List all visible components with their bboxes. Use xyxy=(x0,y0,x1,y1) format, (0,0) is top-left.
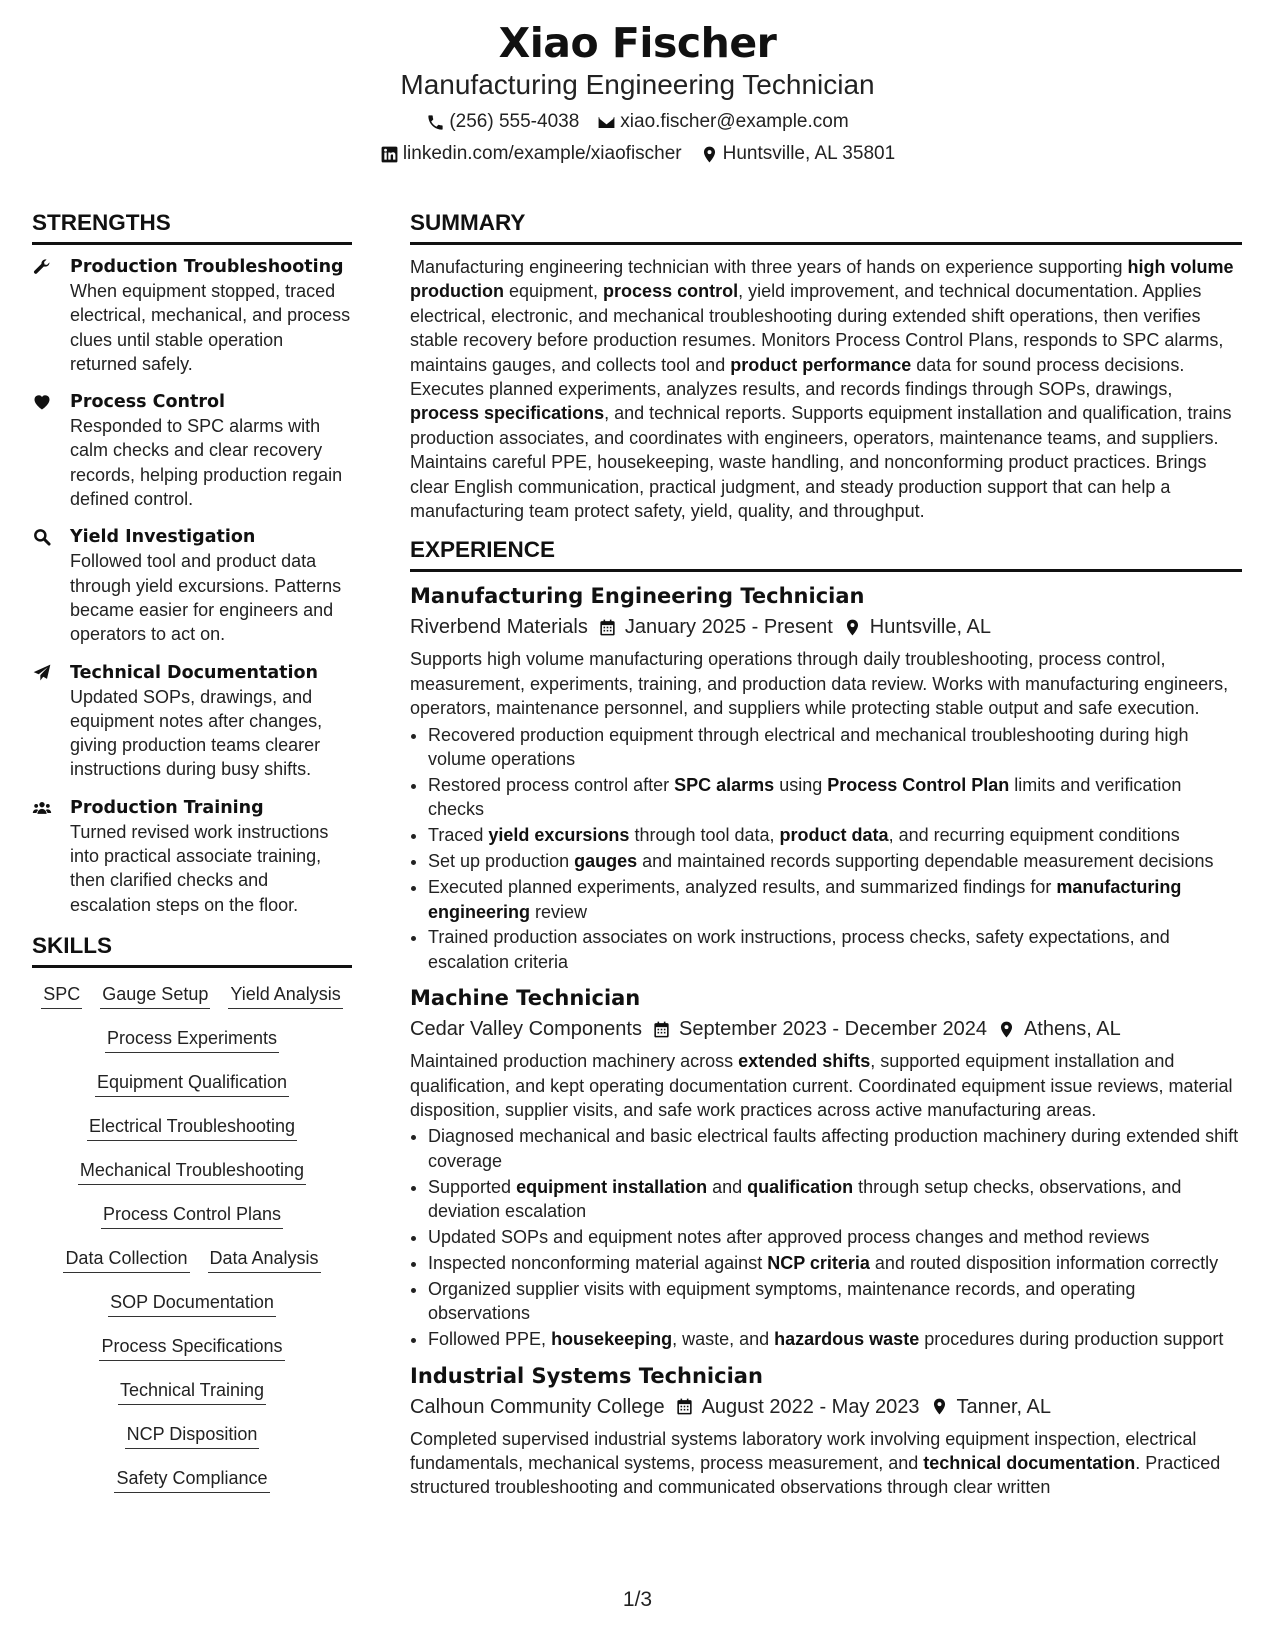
experience-heading: EXPERIENCE xyxy=(410,535,1242,572)
job-location-text: Athens, AL xyxy=(1023,1018,1121,1041)
text-segment: Executed planned experiments, analyzed results, and summarized findings for xyxy=(428,877,1057,898)
job-meta xyxy=(410,1393,1242,1421)
job-dates-text: August 2022 - May 2023 xyxy=(701,1395,920,1418)
job-location-text: Tanner, AL xyxy=(956,1395,1052,1418)
strength-title: Production Training xyxy=(70,797,264,818)
skill-tag: Data Collection xyxy=(63,1246,189,1273)
text-segment: data for sound process decisions. Executes planned experiments, analyzes results, and records findings through SOPs, drawings, xyxy=(410,354,1185,400)
job-title: Industrial Systems Technician xyxy=(410,1363,763,1388)
skill-tag: Safety Compliance xyxy=(114,1466,269,1493)
skill-tag: Gauge Setup xyxy=(100,982,210,1009)
contact-linkedin[interactable] xyxy=(380,141,682,167)
job-title: Machine Technician xyxy=(410,986,641,1011)
job-entry xyxy=(410,582,1242,974)
bold-phrase: high volume production xyxy=(410,257,1234,302)
strength-title: Yield Investigation xyxy=(70,527,256,548)
skill-row xyxy=(32,1378,352,1405)
bullet-item xyxy=(428,1124,1242,1173)
skill-row xyxy=(32,1334,352,1361)
job-meta xyxy=(410,613,1242,641)
skill-row xyxy=(32,1202,352,1229)
text-segment: Traced xyxy=(428,825,489,846)
bold-phrase: process control xyxy=(603,281,739,302)
heart-icon xyxy=(32,392,52,412)
experience-list xyxy=(410,582,1242,1499)
text-segment: review xyxy=(530,901,588,922)
linkedin-icon xyxy=(380,145,399,164)
text-segment: , and technical reports. Supports equipment installation and qualification, trains production associates, and coordinates with engineers, operators, maintenance teams, and suppliers. Maintains careful PPE, housekeeping, waste handling, and nonconforming product practices. Brings clear English communication, practical judgment, and steady production support that can help a manufacturing team protect safety, yield, quality, and throughput. xyxy=(410,403,1232,522)
map-pin-icon xyxy=(997,1020,1016,1039)
skill-row xyxy=(32,1422,352,1449)
bullet-item xyxy=(428,723,1242,772)
job-title: Manufacturing Engineering Technician xyxy=(410,584,865,609)
calendar-icon xyxy=(652,1020,671,1039)
job-description xyxy=(410,647,1242,720)
text-segment: . Practiced structured troubleshooting and communicated observations through clear written xyxy=(410,1453,1221,1498)
bold-phrase: manufacturing engineering xyxy=(428,877,1182,922)
candidate-title: Manufacturing Engineering Technician xyxy=(400,69,875,100)
left-column xyxy=(32,208,352,1510)
skill-tag: Process Experiments xyxy=(105,1026,279,1053)
email-text[interactable]: xiao.fischer@example.com xyxy=(620,111,849,132)
job-dates xyxy=(652,1015,987,1043)
map-pin-icon xyxy=(930,1397,949,1416)
bold-phrase: yield excursions xyxy=(488,825,630,846)
bullet-item xyxy=(428,925,1242,974)
text-segment: , supported equipment installation and qualification, and kept operating documentation current. Coordinated equipment issue reviews, material disposition, supplier visits, and safe work practices across active manufacturing areas. xyxy=(410,1051,1233,1121)
job-dates-text: January 2025 - Present xyxy=(624,616,833,639)
text-segment: Recovered production equipment through electrical and mechanical troubleshooting during high volume operations xyxy=(428,724,1189,770)
text-segment: Diagnosed mechanical and basic electrical faults affecting production machinery during extended shift coverage xyxy=(428,1126,1239,1171)
text-segment: Updated SOPs and equipment notes after approved process changes and method reviews xyxy=(428,1227,1150,1248)
skill-row xyxy=(32,1070,352,1097)
summary-text xyxy=(410,255,1242,523)
job-dates xyxy=(598,613,833,641)
contact-location xyxy=(700,141,896,167)
text-segment: through setup checks, observations, and deviation escalation xyxy=(428,1176,1182,1222)
skills-list xyxy=(32,982,352,1493)
bullet-item xyxy=(428,1175,1242,1224)
search-icon xyxy=(32,527,52,547)
text-segment: and xyxy=(707,1176,748,1197)
text-segment: , and recurring equipment conditions xyxy=(888,825,1180,846)
strengths-heading: STRENGTHS xyxy=(32,208,352,245)
text-segment: and routed disposition information correctly xyxy=(869,1253,1219,1273)
text-segment: Supported xyxy=(428,1176,517,1197)
contact-row-1 xyxy=(0,109,1275,135)
bullet-item xyxy=(428,773,1242,822)
text-segment: Maintained production machinery across xyxy=(410,1051,739,1072)
bold-phrase: product performance xyxy=(730,354,912,375)
skill-tag: Data Analysis xyxy=(208,1246,321,1273)
skill-row xyxy=(32,1158,352,1185)
text-segment: Followed PPE, xyxy=(428,1329,552,1350)
contact-row-2 xyxy=(0,141,1275,167)
job-bullets xyxy=(410,723,1242,975)
text-segment: Restored process control after xyxy=(428,775,675,795)
job-company: Riverbend Materials xyxy=(410,616,588,639)
skill-row xyxy=(32,1246,352,1273)
page-number: 1/3 xyxy=(622,1588,653,1611)
bullet-item xyxy=(428,875,1242,924)
strength-item xyxy=(32,390,352,511)
job-location xyxy=(843,613,991,641)
text-segment: Completed supervised industrial systems laboratory work involving equipment inspection, electrical fundamentals, mechanical systems, process measurement, and xyxy=(410,1428,1197,1474)
text-segment: through tool data, xyxy=(629,825,780,846)
bold-phrase: extended shifts xyxy=(738,1051,871,1072)
contact-phone xyxy=(426,109,579,135)
strengths-list xyxy=(32,255,352,917)
job-bullets xyxy=(410,1124,1242,1351)
bold-phrase: gauges xyxy=(574,851,638,872)
skill-tag: SPC xyxy=(41,982,82,1009)
job-entry xyxy=(410,1362,1242,1500)
bold-phrase: technical documentation xyxy=(923,1453,1136,1474)
job-entry xyxy=(410,984,1242,1351)
strength-title: Process Control xyxy=(70,392,225,413)
envelope-icon xyxy=(597,113,616,132)
skill-tag: Process Specifications xyxy=(99,1334,284,1361)
text-segment: equipment, xyxy=(503,281,604,302)
strength-item xyxy=(32,525,352,646)
map-pin-icon xyxy=(700,145,719,164)
strength-title: Technical Documentation xyxy=(70,662,319,683)
phone-icon xyxy=(426,113,445,132)
text-segment: Organized supplier visits with equipment symptoms, maintenance records, and operating observations xyxy=(428,1278,1136,1324)
contact-email[interactable] xyxy=(597,109,848,135)
bullet-item xyxy=(428,1251,1242,1275)
bold-phrase: SPC alarms xyxy=(674,775,775,795)
skill-tag: Yield Analysis xyxy=(228,982,342,1009)
job-description xyxy=(410,1427,1242,1500)
skill-tag: Technical Training xyxy=(118,1378,266,1405)
bold-phrase: housekeeping xyxy=(551,1329,673,1350)
skill-row xyxy=(32,982,352,1009)
bold-phrase: product data xyxy=(779,825,889,846)
bullet-item xyxy=(428,849,1242,873)
job-company: Calhoun Community College xyxy=(410,1395,665,1418)
skill-tag: Equipment Qualification xyxy=(95,1070,289,1097)
job-dates xyxy=(675,1393,920,1421)
bold-phrase: hazardous waste xyxy=(774,1329,920,1350)
strength-desc: Turned revised work instructions into practical associate training, then clarified checks and escalation steps on the floor. xyxy=(70,821,329,915)
text-segment: procedures during production support xyxy=(919,1329,1224,1350)
bullet-item xyxy=(428,1327,1242,1351)
calendar-icon xyxy=(675,1397,694,1416)
job-company: Cedar Valley Components xyxy=(410,1018,642,1041)
job-location xyxy=(930,1393,1052,1421)
text-segment: and maintained records supporting dependable measurement decisions xyxy=(637,851,1214,872)
job-dates-text: September 2023 - December 2024 xyxy=(678,1018,987,1041)
text-segment: Set up production xyxy=(428,851,575,872)
skill-row xyxy=(32,1026,352,1053)
resume-header xyxy=(0,18,1275,167)
text-segment: Supports high volume manufacturing operations through daily troubleshooting, process control, measurement, experiments, training, and production data review. Works with manufacturing engineers, operators, maintenance personnel, and suppliers while protecting stable output and safe execution. xyxy=(410,649,1229,719)
text-segment: Manufacturing engineering technician with three years of hands on experience supporting xyxy=(410,257,1128,277)
text-segment: , waste, and xyxy=(672,1329,775,1350)
bold-phrase: process specifications xyxy=(410,403,605,424)
candidate-name: Xiao Fischer xyxy=(498,19,777,67)
bullet-item xyxy=(428,823,1242,847)
skill-tag: NCP Disposition xyxy=(125,1422,260,1449)
text-segment: , yield improvement, and technical documentation. Applies electrical, electronic, and mechanical troubleshooting during extended shift operations, then verifies stable recovery before production resumes. Monitors Process Control Plans, responds to SPC alarms, maintains gauges, and collects tool and xyxy=(410,281,1224,375)
skill-row xyxy=(32,1290,352,1317)
skill-row xyxy=(32,1114,352,1141)
bold-phrase: Process Control Plan xyxy=(827,775,1010,795)
text-segment: Inspected nonconforming material against xyxy=(428,1253,768,1273)
strength-desc: Responded to SPC alarms with calm checks and clear recovery records, helping production regain defined control. xyxy=(70,416,343,510)
strength-item xyxy=(32,661,352,782)
paper-plane-icon xyxy=(32,663,52,683)
users-icon xyxy=(32,798,52,818)
right-column xyxy=(410,208,1242,1510)
bold-phrase: NCP criteria xyxy=(767,1253,870,1273)
calendar-icon xyxy=(598,618,617,637)
bold-phrase: qualification xyxy=(747,1176,854,1197)
summary-heading: SUMMARY xyxy=(410,208,1242,245)
text-segment: Trained production associates on work instructions, process checks, safety expectations, and escalation criteria xyxy=(428,927,1170,972)
job-location-text: Huntsville, AL xyxy=(869,616,991,639)
skill-row xyxy=(32,1466,352,1493)
skill-tag: Process Control Plans xyxy=(101,1202,283,1229)
bullet-item xyxy=(428,1277,1242,1326)
skill-tag: SOP Documentation xyxy=(108,1290,276,1317)
strength-desc: Followed tool and product data through yield excursions. Patterns became easier for engineers and operators to act on. xyxy=(70,551,342,645)
bullet-item xyxy=(428,1225,1242,1249)
strength-title: Production Troubleshooting xyxy=(70,257,344,277)
linkedin-text[interactable]: linkedin.com/example/xiaofischer xyxy=(402,143,682,164)
job-meta xyxy=(410,1015,1242,1043)
strength-desc: Updated SOPs, drawings, and equipment notes after changes, giving production teams clearer instructions during busy shifts. xyxy=(70,686,323,780)
skills-heading: SKILLS xyxy=(32,931,352,968)
location-text: Huntsville, AL 35801 xyxy=(722,143,896,164)
map-pin-icon xyxy=(843,618,862,637)
bold-phrase: equipment installation xyxy=(516,1176,708,1197)
strength-item xyxy=(32,255,352,376)
strength-item xyxy=(32,796,352,917)
job-location xyxy=(997,1015,1121,1043)
skill-tag: Electrical Troubleshooting xyxy=(87,1114,297,1141)
skill-tag: Mechanical Troubleshooting xyxy=(78,1158,306,1185)
phone-text: (256) 555-4038 xyxy=(449,111,580,132)
text-segment: limits and verification checks xyxy=(428,775,1182,820)
wrench-icon xyxy=(32,257,52,277)
text-segment: using xyxy=(774,775,828,795)
strength-desc: When equipment stopped, traced electrical, mechanical, and process clues until stable operation returned safely. xyxy=(70,281,351,374)
job-description xyxy=(410,1049,1242,1122)
